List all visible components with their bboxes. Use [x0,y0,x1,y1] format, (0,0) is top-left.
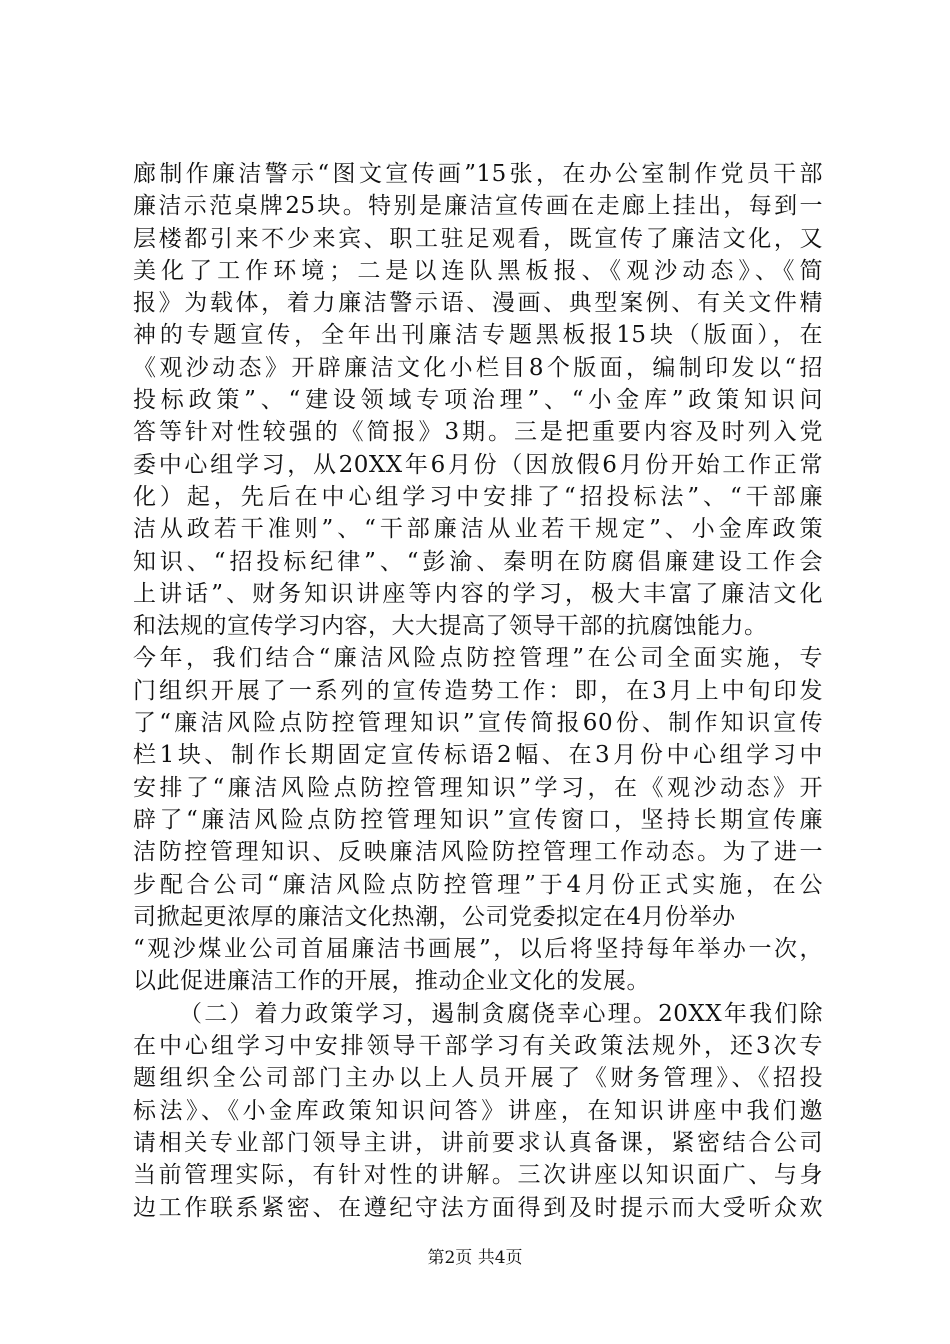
text-line: 当前管理实际，有针对性的讲解。三次讲座以知识面广、与身 [133,1162,823,1189]
text-line: 投标政策”、“建设领域专项治理”、“小金库”政策知识问 [133,387,823,414]
text-line: 标法》、《小金库政策知识问答》讲座，在知识讲座中我们邀 [133,1097,823,1124]
page-footer [0,1247,950,1269]
text-line: 辟了“廉洁风险点防控管理知识”宣传窗口，坚持长期宣传廉 [133,806,823,833]
text-line: 委中心组学习，从20XX年6月份（因放假6月份开始工作正常 [133,451,823,478]
text-line: 栏1块、制作长期固定宣传标语2幅、在3月份中心组学习中 [133,742,823,769]
text-line: 在中心组学习中安排领导干部学习有关政策法规外，还3次专 [133,1033,823,1060]
text-line: 层楼都引来不少来宾、职工驻足观看，既宣传了廉洁文化，又 [133,225,823,252]
text-line: 请相关专业部门领导主讲，讲前要求认真备课，紧密结合公司 [133,1129,823,1156]
text-line: 化）起，先后在中心组学习中安排了“招投标法”、“干部廉 [133,483,823,510]
text-line: 报》为载体，着力廉洁警示语、漫画、典型案例、有关文件精 [133,290,823,317]
page-number: 第2页 共4页 [427,1248,523,1268]
text-line: 步配合公司“廉洁风险点防控管理”于4月份正式实施，在公 [133,871,823,898]
paragraph-start-line: （二）着力政策学习，遏制贪腐侥幸心理。20XX年我们除 [179,1000,823,1027]
text-line: 廉洁示范桌牌25块。特别是廉洁宣传画在走廊上挂出，每到一 [133,193,823,220]
text-line: 上讲话”、财务知识讲座等内容的学习，极大丰富了廉洁文化 [133,580,823,607]
text-line: 答等针对性较强的《简报》3期。三是把重要内容及时列入党 [133,419,823,446]
text-line: 今年，我们结合“廉洁风险点防控管理”在公司全面实施，专 [133,645,823,672]
body-text [133,158,823,1224]
text-line: 边工作联系紧密、在遵纪守法方面得到及时提示而大受听众欢 [133,1194,823,1221]
text-line: 门组织开展了一系列的宣传造势工作：即，在3月上中旬印发 [133,677,823,704]
text-line: 知识、“招投标纪律”、“彭渝、秦明在防腐倡廉建设工作会 [133,548,823,575]
text-line: 美化了工作环境；二是以连队黑板报、《观沙动态》、《简 [133,257,823,284]
text-line: 司掀起更浓厚的廉洁文化热潮，公司党委拟定在4月份举办 [133,903,736,930]
text-line: 以此促进廉洁工作的开展，推动企业文化的发展。 [133,968,650,995]
text-line: 和法规的宣传学习内容，大大提高了领导干部的抗腐蚀能力。 [133,613,768,640]
text-line: 神的专题宣传，全年出刊廉洁专题黑板报15块（版面），在 [133,322,823,349]
text-line: 洁从政若干准则”、“干部廉洁从业若干规定”、小金库政策 [133,516,823,543]
text-line: “观沙煤业公司首届廉洁书画展”，以后将坚持每年举办一次， [133,936,823,963]
text-line: 廊制作廉洁警示“图文宣传画”15张，在办公室制作党员干部 [133,161,823,187]
text-line: 了“廉洁风险点防控管理知识”宣传简报60份、制作知识宣传 [133,710,823,737]
text-line: 《观沙动态》开辟廉洁文化小栏目8个版面，编制印发以“招 [133,354,823,381]
text-line: 安排了“廉洁风险点防控管理知识”学习，在《观沙动态》开 [133,774,823,801]
text-line: 题组织全公司部门主办以上人员开展了《财务管理》、《招投 [133,1065,823,1092]
text-line: 洁防控管理知识、反映廉洁风险防控管理工作动态。为了进一 [133,839,823,866]
